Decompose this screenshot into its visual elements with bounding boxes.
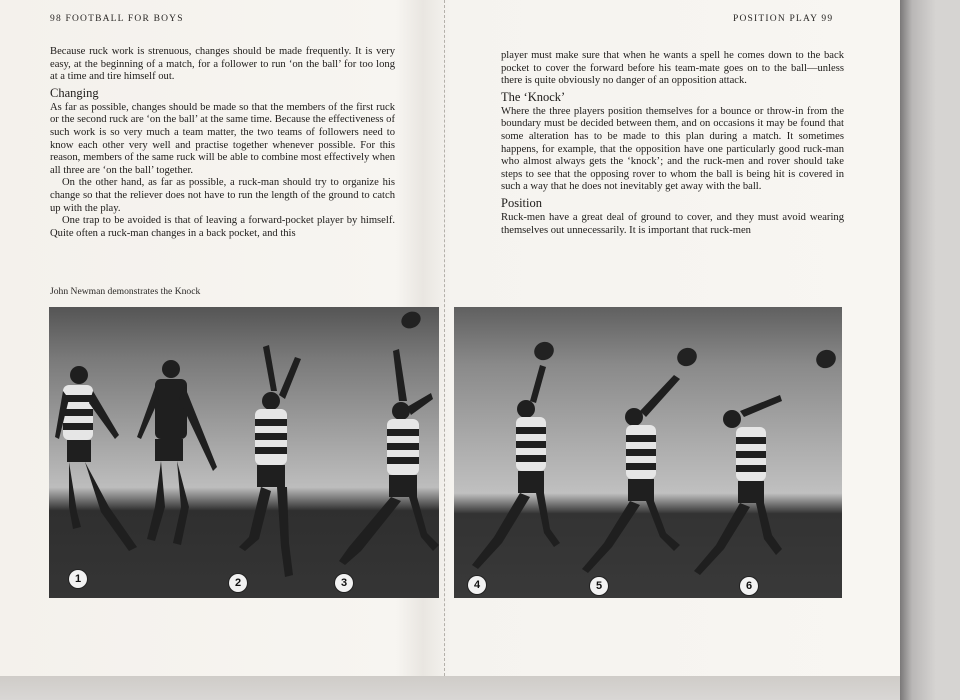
photo-number-badge: 2 (229, 574, 247, 592)
section-heading-position: Position (501, 195, 542, 210)
book-gutter (444, 0, 446, 676)
section-heading-changing: Changing (50, 85, 99, 100)
page-edge-shadow (900, 0, 960, 700)
photo-sequence-left (49, 307, 439, 598)
paragraph: Because ruck work is strenuous, changes should be made frequently. It is very easy, at the beginning of a match, for a follower to run ‘on the ball’ for too long at a time and tire himself out. (50, 46, 395, 83)
paragraph: One trap to be avoided is that of leaving a forward-pocket player by himself. Quite often a ruck-man changes in a back pocket, and this (50, 215, 395, 239)
scanner-bed-strip (0, 676, 900, 700)
photo-sequence-right (454, 307, 842, 598)
paragraph: On the other hand, as far as possible, a ruck-man should try to organize his change so that the reliever does not have to run the length of the ground to catch up with the play. (50, 177, 395, 214)
photo-number-badge: 4 (468, 576, 486, 594)
photo-number-badge: 3 (335, 574, 353, 592)
photo-number-badge: 6 (740, 577, 758, 595)
section-heading-knock: The ‘Knock’ (501, 89, 566, 104)
running-head-right: POSITION PLAY 99 (733, 14, 834, 24)
paragraph: As far as possible, changes should be made so that the members of the first ruck or the second ruck are ‘on the ball’ at the same time. Because the effectiveness of such work is so very much a team matter, the two teams of followers need to know each other very well and practise together whenever possible. For this reason, members of the same ruck will be able to combine most effectively when all three are ‘on the ball’ together. (50, 101, 395, 176)
photo-caption: John Newman demonstrates the Knock (50, 286, 201, 297)
footballers-illustration-right (454, 307, 842, 598)
left-page-text (50, 46, 395, 240)
running-head-left: 98 FOOTBALL FOR BOYS (50, 14, 184, 24)
paragraph: Ruck-men have a great deal of ground to cover, and they must avoid wearing themselves out unnecessarily. It is important that ruck-men (501, 211, 844, 236)
photo-number-badge: 1 (69, 570, 87, 588)
footballers-illustration-left (49, 307, 439, 598)
paragraph: Where the three players position themselves for a bounce or throw-in from the boundary must be decided between them, and on occasions it may be found that some alteration has to be made to this plan during a match. It sometimes happens, for example, that the opposition have one particularly good ruck-man who almost always gets the ‘knock’; and the ruck-men and rover should take steps to see that the opposing rover to whom the ball is being hit is covered in such a way that he does not inevitably get away with the ball. (501, 105, 844, 193)
photo-number-badge: 5 (590, 577, 608, 595)
paragraph: player must make sure that when he wants a spell he comes down to the back pocket to cover the forward before his team-mate goes on to the ball—unless there is quite obviously no danger of an opposition attack. (501, 50, 844, 87)
right-page-text (501, 50, 844, 237)
